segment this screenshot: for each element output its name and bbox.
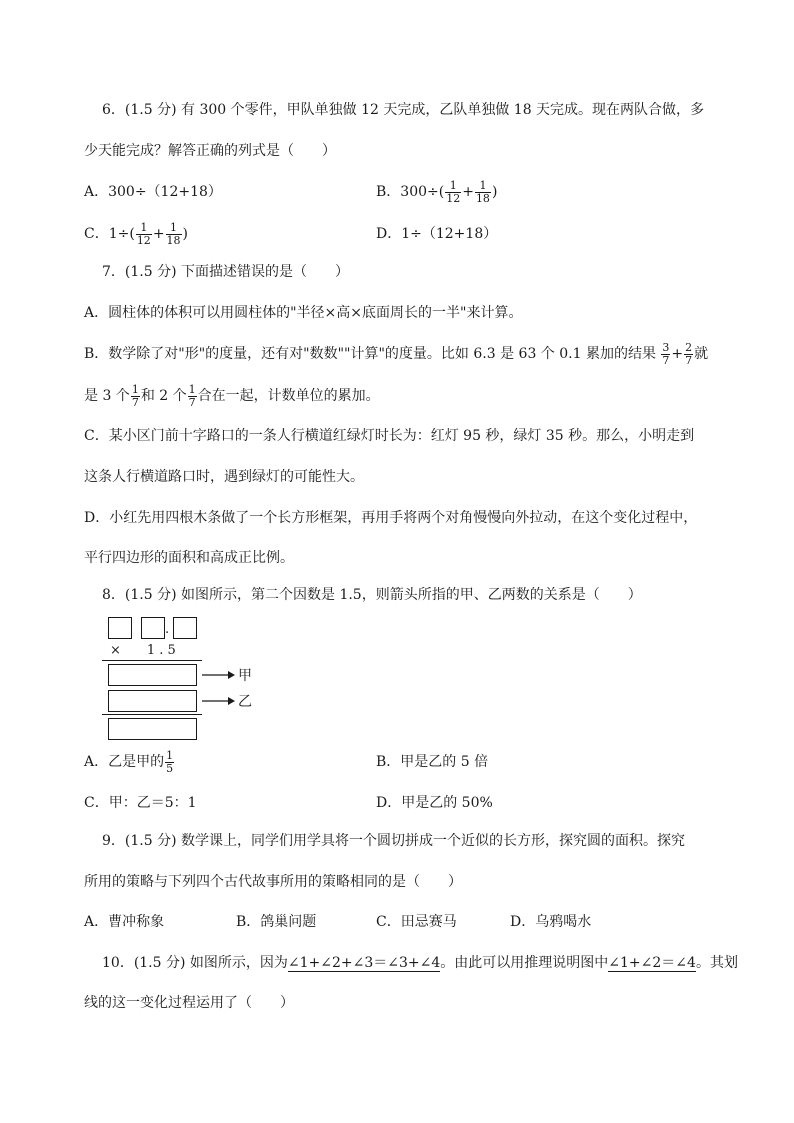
q6-option-c[interactable] <box>84 216 188 252</box>
q8-option-a[interactable] <box>84 744 175 780</box>
text: A．乙是甲的 <box>84 754 165 770</box>
text: 和 2 个 <box>140 388 187 404</box>
q7-option-c-line1[interactable]: C．某小区门前十字路口的一条人行横道红绿灯时长为：红灯 95 秒，绿灯 35 秒。那么，小明走到 <box>84 428 695 444</box>
q9-option-d[interactable]: D．乌鸦喝水 <box>510 914 592 930</box>
result-box <box>108 718 197 740</box>
q6-b-suffix: ) <box>491 184 498 200</box>
q7-b-after: 就 <box>694 346 709 362</box>
plus-sign: + <box>462 184 474 200</box>
label-jia: 甲 <box>238 668 252 684</box>
q6-stem-line2: 少天能完成？解答正确的列式是（ ） <box>84 143 336 159</box>
q6-stem-line1: 6．(1.5 分) 有 300 个零件，甲队单独做 12 天完成，乙队单独做 18 天完成。现在两队合做，多 <box>102 102 705 118</box>
q6-option-a[interactable]: A．300÷（12+18） <box>84 184 222 200</box>
arrow-icon <box>200 668 236 712</box>
q7-stem: 7．(1.5 分) 下面描述错误的是（ ） <box>102 264 349 280</box>
q7-option-d-line2: 平行四边形的面积和高成正比例。 <box>84 550 294 566</box>
fraction: $\frac{3}{7}$ <box>662 340 670 367</box>
q9-option-c[interactable]: C．田忌赛马 <box>376 914 457 930</box>
product-line <box>102 660 202 661</box>
q10-stem-line2: 线的这一变化过程运用了（ ） <box>84 995 294 1011</box>
q7-option-c-line2: 这条人行横道路口时，遇到绿灯的可能性大。 <box>84 469 364 485</box>
partial-product-box-yi <box>108 690 197 712</box>
fraction: $\frac{1}{12}$ <box>446 178 461 205</box>
fraction: $\frac{2}{7}$ <box>685 340 693 367</box>
plus-sign: + <box>671 346 684 362</box>
text: 。由此可以用推理说明图中 <box>440 955 609 971</box>
q9-stem-line1: 9．(1.5 分) 数学课上，同学们用学具将一个圆切拼成一个近似的长方形，探究圆的面积。探究 <box>102 833 685 849</box>
q9-option-b[interactable]: B．鸽巢问题 <box>236 914 317 930</box>
q7-b-text: B．数学除了对"形"的度量，还有对"数数""计算"的度量。比如 6.3 是 63 个 0.1 累加的结果 <box>84 346 656 362</box>
partial-product-box-jia <box>108 664 197 686</box>
q6-b-prefix: B．300÷( <box>376 184 445 200</box>
q8-option-b[interactable]: B．甲是乙的 5 倍 <box>376 754 489 770</box>
digit-box <box>141 617 165 639</box>
decimal-point: . <box>165 622 170 637</box>
q6-option-d[interactable]: D．1÷（12+18） <box>376 226 498 242</box>
underlined-expression: ∠1+∠2＝∠4 <box>608 955 696 971</box>
plus-sign: + <box>152 226 165 242</box>
text: 10．(1.5 分) 如图所示，因为 <box>102 955 288 971</box>
q9-option-a[interactable]: A．曹冲称象 <box>84 914 165 930</box>
q7-option-d-line1[interactable]: D．小红先用四根木条做了一个长方形框架，再用手将两个对角慢慢向外拉动，在这个变化过程中， <box>84 510 698 526</box>
fraction: $\frac{1}{12}$ <box>136 220 151 247</box>
digit-box <box>108 617 132 639</box>
q6-option-b[interactable] <box>376 174 497 210</box>
digit-box <box>173 617 197 639</box>
text: 合在一起，计数单位的累加。 <box>197 388 380 404</box>
q8-option-d[interactable]: D．甲是乙的 50% <box>376 795 493 811</box>
fraction: $\frac{1}{18}$ <box>475 178 490 205</box>
label-yi: 乙 <box>238 694 252 710</box>
q7-option-b-line2 <box>84 378 380 414</box>
q7-option-a[interactable]: A．圆柱体的体积可以用圆柱体的"半径×高×底面周长的一半"来计算。 <box>84 305 523 321</box>
q10-stem-line1 <box>102 953 738 973</box>
q8-option-c[interactable]: C．甲：乙＝5：1 <box>84 795 197 811</box>
text: 是 3 个 <box>84 388 130 404</box>
fraction: $\frac{1}{18}$ <box>166 220 181 247</box>
sum-line <box>102 714 202 715</box>
fraction: $\frac{1}{7}$ <box>131 382 139 409</box>
multiplier-row: × 1 . 5 <box>110 643 176 658</box>
q6-c-suffix: ) <box>182 226 189 242</box>
q6-c-prefix: C．1÷( <box>84 226 135 242</box>
q7-option-b-line1[interactable] <box>84 336 708 372</box>
q8-stem: 8．(1.5 分) 如图所示，第二个因数是 1.5，则箭头所指的甲、乙两数的关系是（ ） <box>102 587 642 603</box>
text: 。其划 <box>695 955 738 971</box>
underlined-expression: ∠1+∠2+∠3＝∠3+∠4 <box>287 955 441 971</box>
q9-stem-line2: 所用的策略与下列四个古代故事所用的策略相同的是（ ） <box>84 874 462 890</box>
fraction: $\frac{1}{5}$ <box>166 748 174 775</box>
fraction: $\frac{1}{7}$ <box>188 382 196 409</box>
